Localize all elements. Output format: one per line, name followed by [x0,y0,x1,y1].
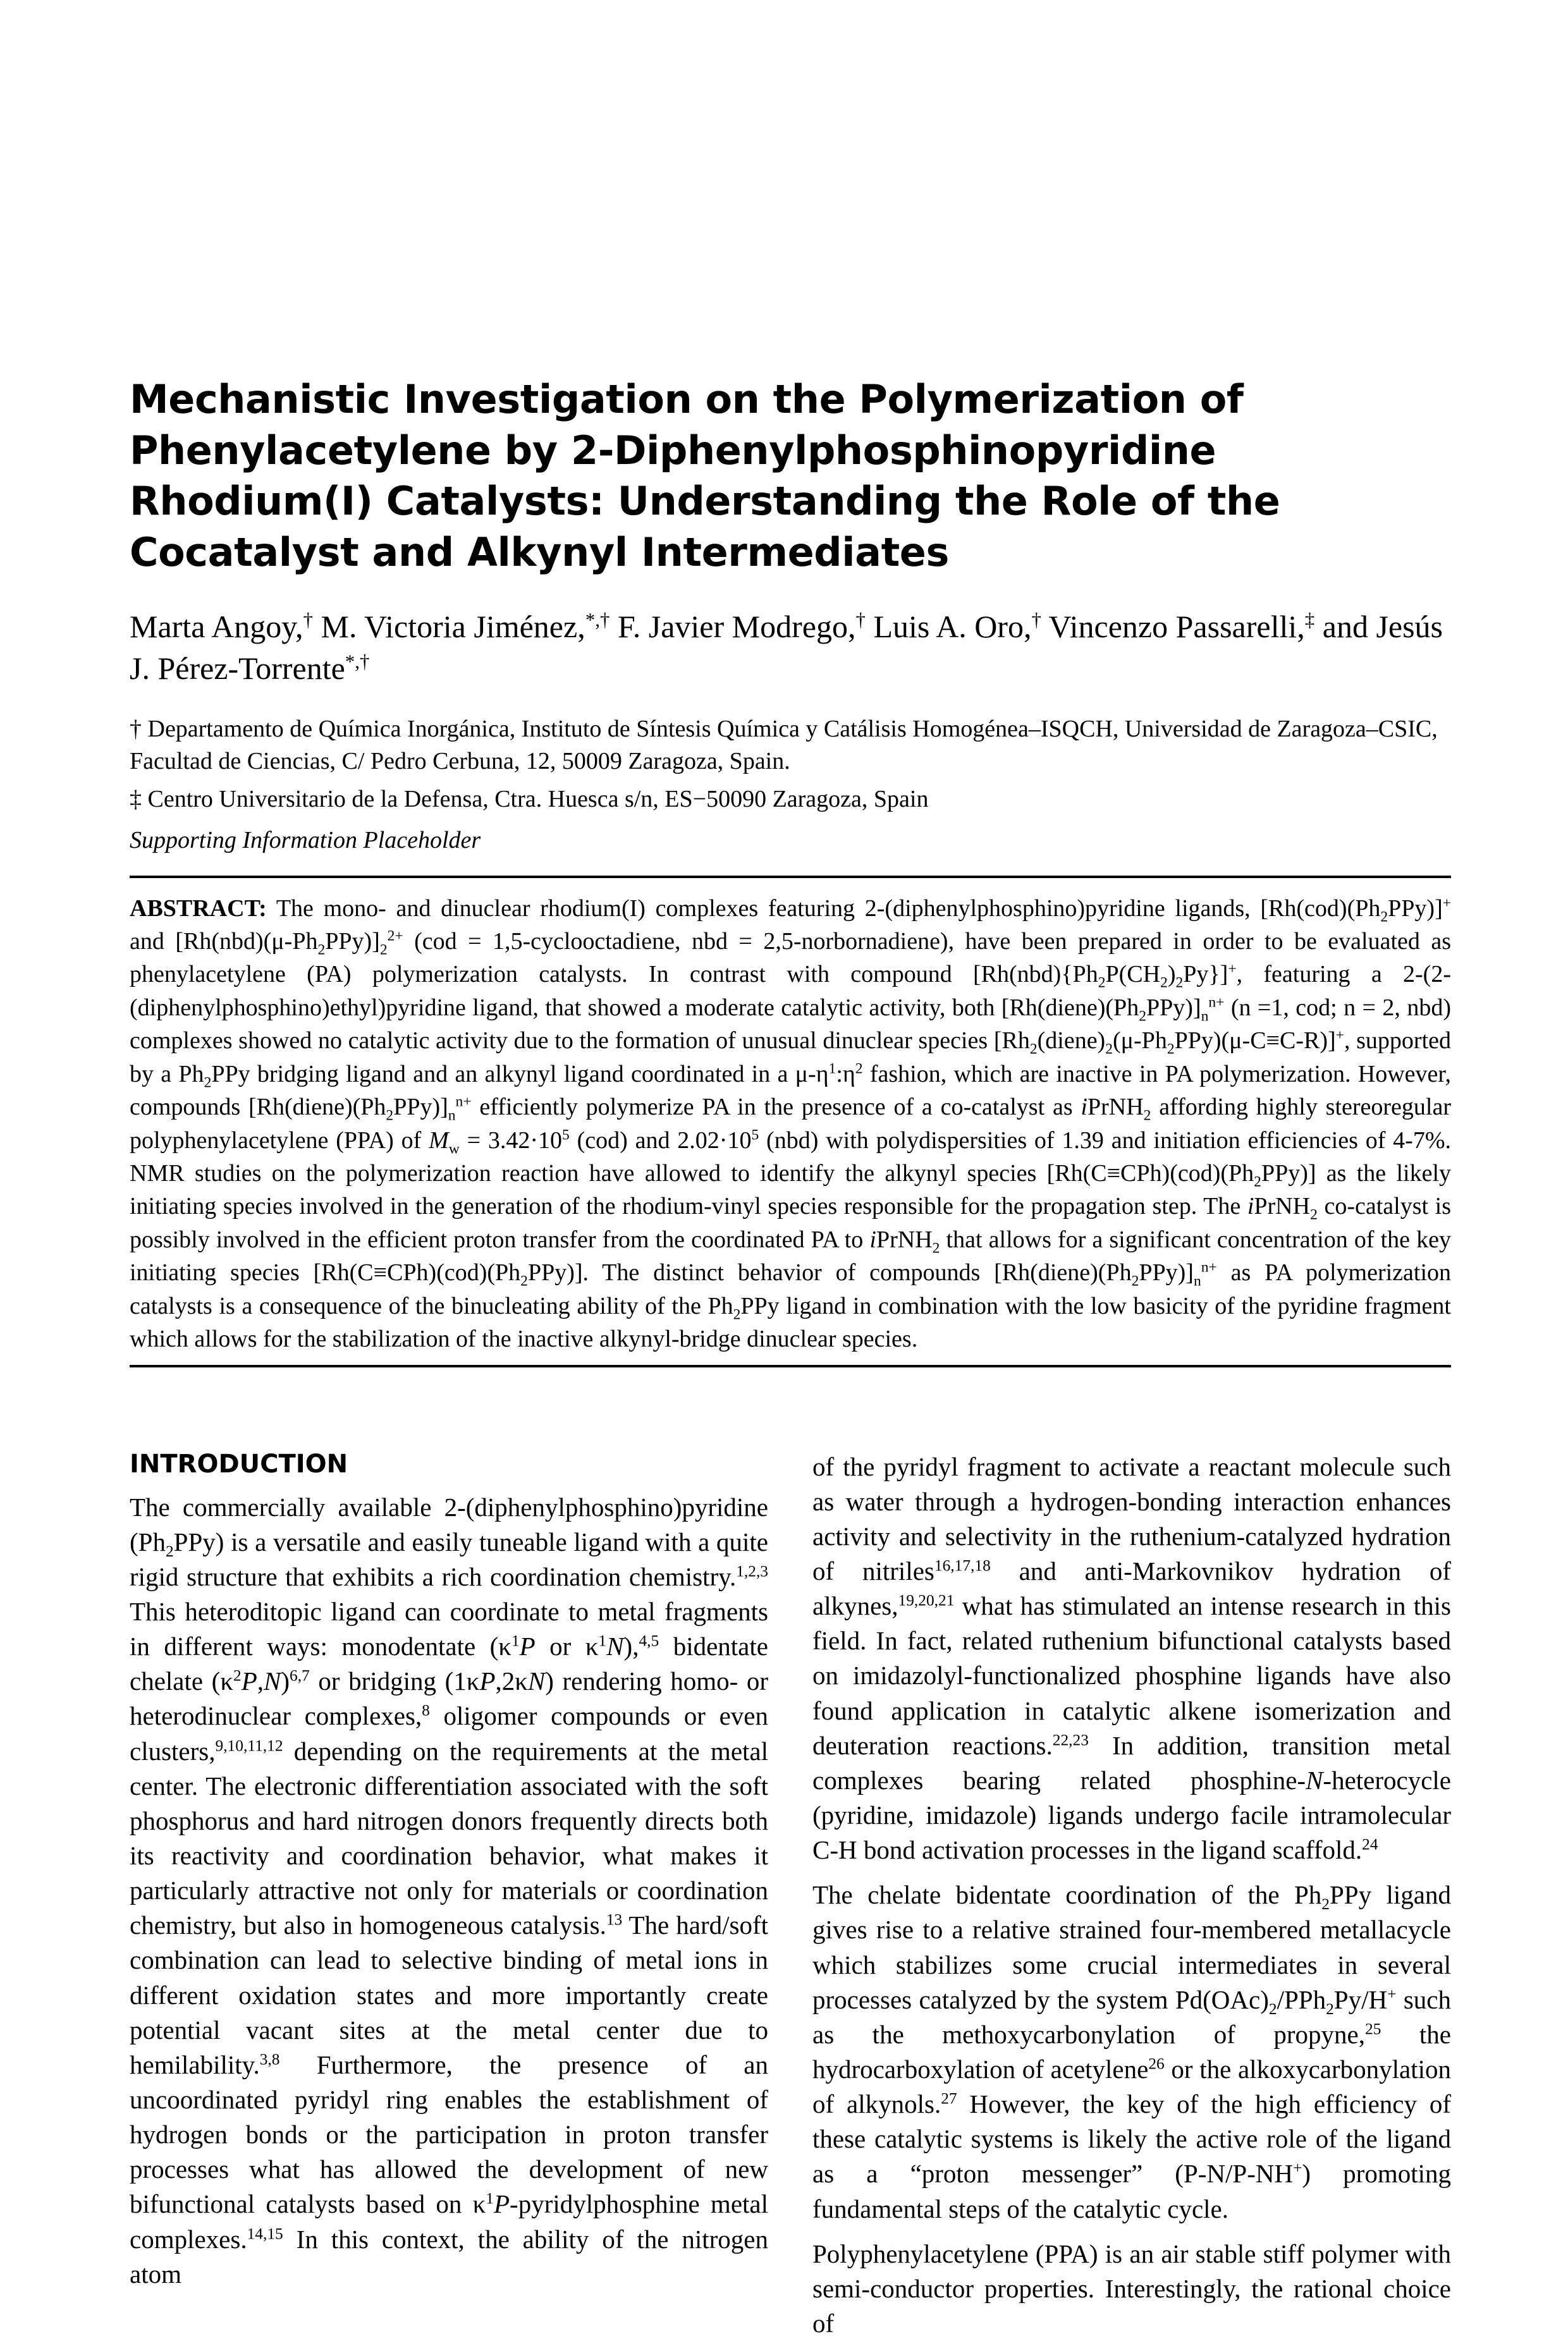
affil-marker-ddagger: ‡ [1304,608,1315,631]
abstract-rule-bottom [130,1365,1451,1367]
affiliations [130,713,1451,856]
page-title: Mechanistic Investigation on the Polymerization of Phenylacetylene by 2-Diphenylphosphinopyridine Rhodium(I) Catalysts: Understanding the Role of the Cocatalyst and Alkynyl Intermediates [130,376,1280,575]
paragraph-right-2: The chelate bidentate coordination of the $Ph_2PPy$ ligand gives rise to a relative strained four-membered metallacycle which stabilizes some crucial intermediates in several processes catalyzed by the system $Pd(OAc)_2/PPh_2Py/H^+$ such as the methoxycarbonylation of propyne,$^{25}$ the hydrocarboxylation of acetylene$^{26}$ or the alkoxycarbonylation of alkynols.$^{27}$ However, the key of the high efficiency of these catalytic systems is likely the active role of the ligand as a “proton messenger” (P-N/P-NH+) promoting fundamental steps of the catalytic cycle. [812,1880,1452,2223]
supporting-information-note: Supporting Information Placeholder [130,826,481,853]
abstract-label: ABSTRACT: [130,895,267,922]
abstract-rule-top [130,876,1451,878]
body-two-column [130,1450,1451,2341]
author-list: Marta Angoy,† M. Victoria Jiménez,*,† F. Javier Modrego,† Luis A. Oro,† Vincenzo Passarelli,‡ and Jesús J. Pérez-Torrente*,† [130,608,1443,687]
column-left [130,1450,768,2341]
abstract: ABSTRACT: The mono- and dinuclear rhodium(I) complexes featuring 2-(diphenylphosphino)pyridine ligands, $[Rh(cod)(Ph_2PPy)]^+$ and $[Rh(nbd)(\mu-Ph_2PPy)]_2^{2+}$ (cod = 1,5-cyclooctadiene, nbd = 2,5-norbornadiene), have been prepared in order to be evaluated as phenylacetylene (PA) polymerization catalysts. In contrast with compound $[Rh(nbd)\{Ph_2P(CH_2)_2Py\}]^+$, featuring a 2-(2-(diphenylphosphino)ethyl)pyridine ligand, that showed a moderate catalytic activity, both $[Rh(diene)(Ph_2PPy)]_n^{n+}$ (n =1, cod; n = 2, nbd) complexes showed no catalytic activity due to the formation of unusual dinuclear species $[Rh_2(diene)_2(\mu-Ph_2PPy)(\mu-C\equiv C-R)]^+$, supported by a $Ph_2PPy$ bridging ligand and an alkynyl ligand coordinated in a $\mu-\eta^1:\eta^2$ fashion, which are inactive in PA polymerization. However, compounds $[Rh(diene)(Ph_2PPy)]_n^{n+}$ efficiently polymerize PA in the presence of a co-catalyst as iPrNH$_2$ affording highly stereoregular polyphenylacetylene (PPA) of $M_w = 3.42\cdot 10^5$ (cod) and $2.02\cdot 10^5$ (nbd) with polydispersities of 1.39 and initiation efficiencies of 4-7%. NMR studies on the polymerization reaction have allowed to identify the alkynyl species $[Rh(C\equiv CPh)(cod)(Ph_2PPy)]$ as the likely initiating species involved in the generation of the rhodium-vinyl species responsible for the propagation step. The iPrNH$_2$ co-catalyst is possibly involved in the efficient proton transfer from the coordinated PA to iPrNH$_2$ that allows for a significant concentration of the key initiating species $[Rh(C\equiv CPh)(cod)(Ph_2PPy)]$. The distinct behavior of compounds $[Rh(diene)(Ph_2PPy)]_n^{n+}$ as PA polymerization catalysts is a consequence of the binucleating ability of the $Ph_2PPy$ ligand in combination with the low basicity of the pyridine fragment which allows for the stabilization of the inactive alkynyl-bridge dinuclear species. [130,894,1452,1353]
paragraph-right-1: of the pyridyl fragment to activate a reactant molecule such as water through a hydrogen-bonding interaction enhances activity and selectivity in the ruthenium-catalyzed hydration of nitriles$^{16,17,18}$ and anti-Markovnikov hydration of alkynes,$^{19,20,21}$ what has stimulated an intense research in this field. In fact, related ruthenium bifunctional catalysts based on imidazolyl-functionalized phosphine ligands have also found application in catalytic alkene isomerization and deuteration reactions.$^{22,23}$ In addition, transition metal complexes bearing related phosphine-N-heterocycle (pyridine, imidazole) ligands undergo facile intramolecular C-H bond activation processes in the ligand scaffold.$^{24}$ [812,1452,1451,1865]
document-page [130,0,1451,2341]
affiliation-1: † Departamento de Química Inorgánica, Instituto de Síntesis Química y Catálisis Homogénea–ISQCH, Universidad de Zaragoza–CSIC, Facultad de Ciencias, C/ Pedro Cerbuna, 12, 50009 Zaragoza, Spain. [130,716,1438,774]
affil-marker-dagger: † [1031,608,1041,631]
affil-marker-star-dagger: *,† [585,608,610,631]
affiliation-2: ‡ Centro Universitario de la Defensa, Ctra. Huesca s/n, ES−50090 Zaragoza, Spain [130,786,929,813]
column-right [812,1450,1451,2341]
section-heading-introduction: INTRODUCTION [130,1449,348,1479]
affil-marker-star-dagger: *,† [345,650,370,673]
paragraph-right-3: Polyphenylacetylene (PPA) is an air stable stiff polymer with semi-conductor properties. Interestingly, the rational choice of [812,2239,1451,2338]
affil-marker-dagger: † [303,608,313,631]
affil-marker-dagger: † [855,608,866,631]
paragraph-intro-1: The commercially available 2-(diphenylphosphino)pyridine $(Ph_2PPy)$ is a versatile and easily tuneable ligand with a quite rigid structure that exhibits a rich coordination chemistry.$^{1,2,3}$ This heteroditopic ligand can coordinate to metal fragments in different ways: monodentate ($\kappa^1P$ or $\kappa^1N),^{4,5}$ bidentate chelate $(\kappa^2P,N)^{6,7}$ or bridging (1κP,2κN) rendering homo- or heterodinuclear complexes,$^8$ oligomer compounds or even clusters,$^{9,10,11,12}$ depending on the requirements at the metal center. The electronic differentiation associated with the soft phosphorus and hard nitrogen donors frequently directs both its reactivity and coordination behavior, what makes it particularly attractive not only for materials or coordination chemistry, but also in homogeneous catalysis.$^{13}$ The hard/soft combination can lead to selective binding of metal ions in different oxidation states and more importantly create potential vacant sites at the metal center due to hemilability.$^{3,8}$ Furthermore, the presence of an uncoordinated pyridyl ring enables the establishment of hydrogen bonds or the participation in proton transfer processes what has allowed the development of new bifunctional catalysts based on $\kappa^1P$-pyridylphosphine metal complexes.$^{14,15}$ In this context, the ability of the nitrogen atom [130,1492,769,2289]
